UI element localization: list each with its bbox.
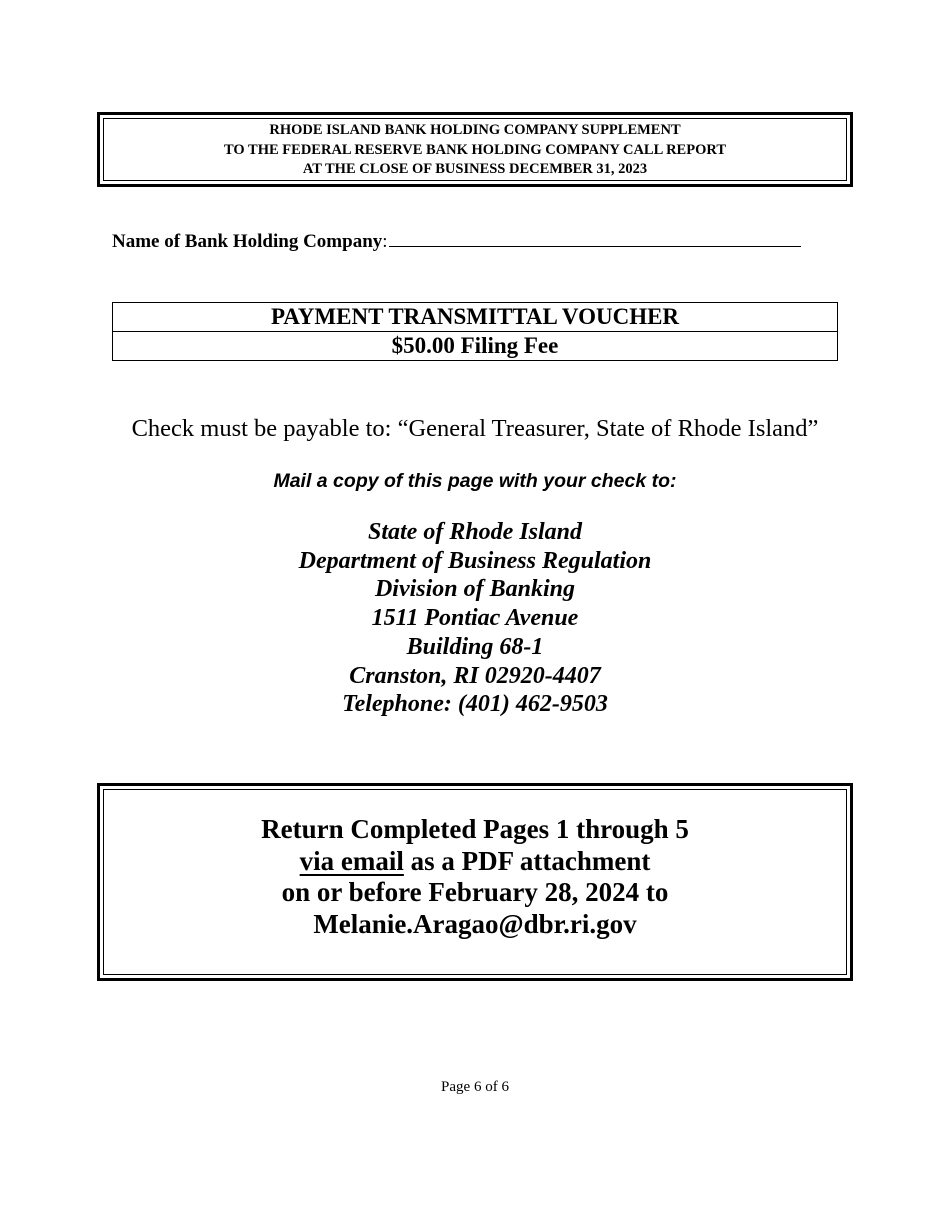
company-name-field[interactable] (389, 228, 801, 247)
return-email-address[interactable]: Melanie.Aragao@dbr.ri.gov (313, 908, 637, 939)
voucher-title: PAYMENT TRANSMITTAL VOUCHER (113, 303, 838, 332)
filing-fee: $50.00 Filing Fee (113, 332, 838, 361)
return-line-3: on or before February 28, 2024 to (281, 877, 669, 907)
return-line-1: Return Completed Pages 1 through 5 (261, 814, 689, 844)
address-line-city: Cranston, RI 02920-4407 (349, 662, 601, 689)
company-name-row (112, 228, 842, 253)
voucher-table (112, 302, 838, 361)
mailing-address (0, 518, 950, 719)
header-title-line-3: AT THE CLOSE OF BUSINESS DECEMBER 31, 2023 (302, 161, 648, 177)
address-line-building: Building 68-1 (406, 633, 544, 660)
payable-instruction: Check must be payable to: “General Treasurer, State of Rhode Island” (131, 415, 819, 442)
address-line-state: State of Rhode Island (367, 519, 583, 545)
company-name-label: Name of Bank Holding Company (112, 231, 383, 252)
header-title-line-2: TO THE FEDERAL RESERVE BANK HOLDING COMPANY CALL REPORT (224, 141, 726, 158)
address-line-division: Division of Banking (374, 576, 576, 603)
via-email-text: via email (299, 845, 404, 876)
address-line-telephone: Telephone: (401) 462-9503 (342, 691, 608, 718)
mail-instruction: Mail a copy of this page with your check to: (273, 470, 677, 492)
address-line-department: Department of Business Regulation (298, 547, 652, 574)
header-title-line-1: RHODE ISLAND BANK HOLDING COMPANY SUPPLEMENT (269, 122, 681, 138)
return-line-2 (104, 846, 846, 878)
return-instructions-box (103, 789, 847, 975)
return-line-2-rest: as a PDF attachment (403, 845, 651, 876)
address-line-street: 1511 Pontiac Avenue (371, 605, 579, 632)
report-header (103, 118, 847, 181)
company-name-colon: : (382, 231, 388, 252)
page-number: Page 6 of 6 (441, 1079, 509, 1095)
